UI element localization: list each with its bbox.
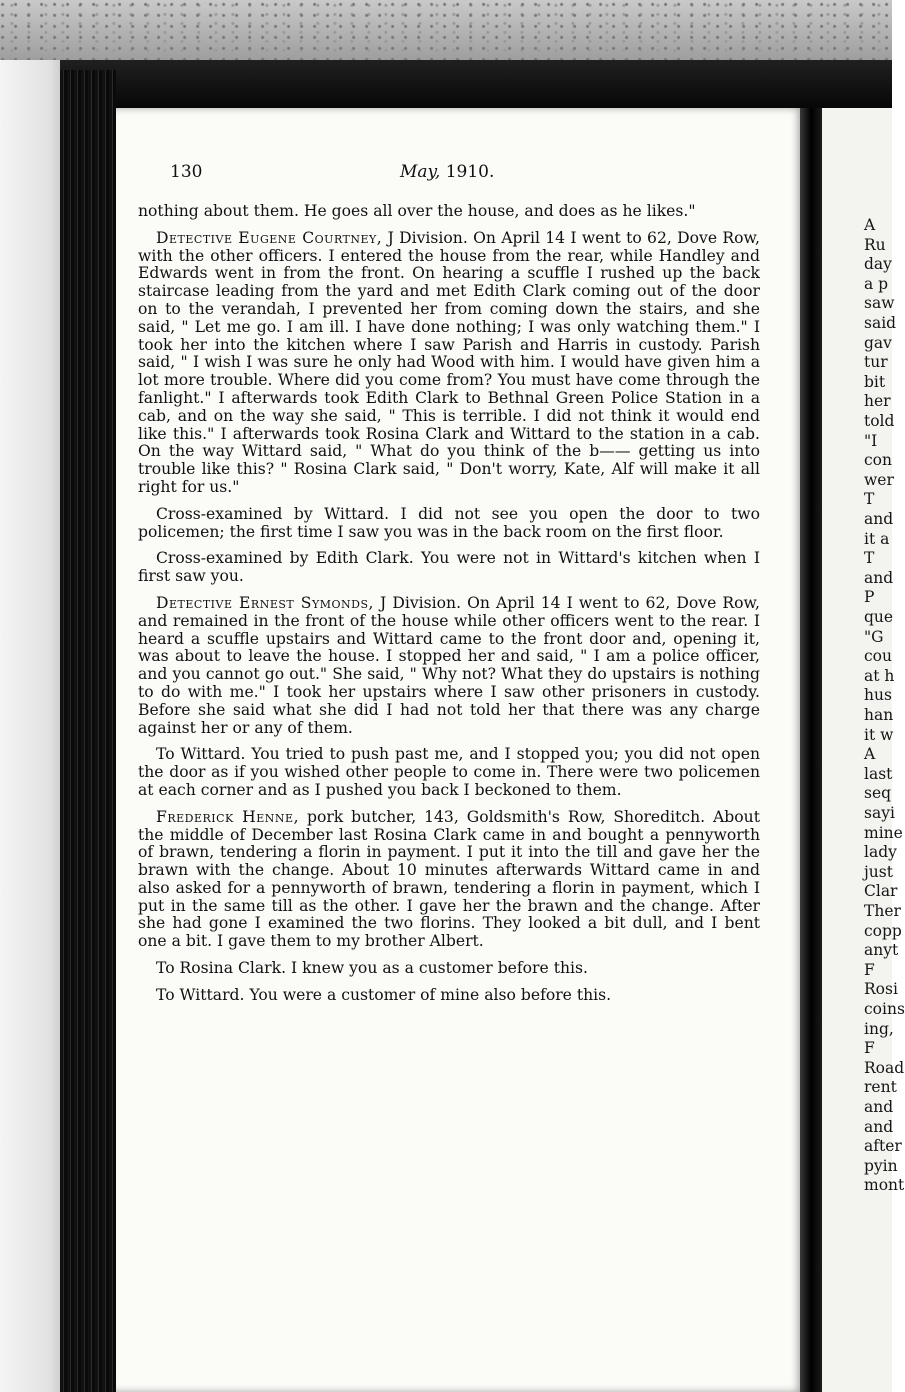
facing-page-line: ing, <box>864 1019 894 1038</box>
facing-page-line: seq <box>864 784 892 803</box>
book-binding <box>60 70 116 1392</box>
facing-page-line: lady <box>864 843 897 862</box>
facing-page-line: anyt <box>864 941 899 960</box>
paragraph <box>138 960 760 978</box>
facing-page-line: T <box>864 490 875 509</box>
facing-page-line: "G <box>864 627 884 646</box>
paragraph <box>138 809 760 951</box>
page-number: 130 <box>170 162 203 182</box>
facing-page-line: at h <box>864 666 895 685</box>
facing-page-line: que <box>864 608 894 626</box>
facing-page-line: P <box>864 588 875 607</box>
witness-name: Frederick Henne, <box>156 807 300 826</box>
facing-page-line: wer <box>864 470 894 489</box>
running-head <box>170 162 750 186</box>
paragraph-text: To Wittard. You were a customer of mine also before this. <box>156 985 612 1004</box>
facing-page-line: told <box>864 412 895 430</box>
facing-page-line: and <box>864 1098 894 1116</box>
facing-page-line: sayi <box>864 804 895 822</box>
witness-name: Detective Eugene Courtney, <box>156 228 383 247</box>
facing-page-line: it a <box>864 529 890 548</box>
facing-page-line: just <box>864 862 893 881</box>
facing-page-line: Rosi <box>864 980 898 999</box>
facing-page-line: a p <box>864 274 889 293</box>
facing-page-line: it w <box>864 725 894 744</box>
facing-page-line: coins <box>864 1000 905 1018</box>
facing-page-line: F <box>864 1039 875 1058</box>
paragraph <box>138 550 760 586</box>
facing-page-line: copp <box>864 921 902 940</box>
facing-page-line: mont <box>864 1176 905 1195</box>
facing-page-line: said <box>864 314 897 332</box>
paragraph-text: pork butcher, 143, Goldsmith's Row, Shoreditch. About the middle of December last Rosina Clark came in and bought a pennyworth of brawn, tendering a florin in payment. I put it into the till and gave her the brawn with the change. About 10 minutes afterwards Wittard came in and also asked for a pennyworth of brawn, tendering a florin in payment, which I put in the same till as the other. I gave her the brawn and the change. After she had gone I examined the two florins. They looked a bit dull, and I bent one a bit. I gave them to my brother Albert. <box>138 807 760 951</box>
facing-page-line: F <box>864 960 875 979</box>
paragraph <box>138 595 760 737</box>
book-top-edge <box>60 60 892 112</box>
facing-page-line: Clar <box>864 882 898 901</box>
facing-page-line: and <box>864 510 894 528</box>
facing-page-line: day <box>864 255 892 274</box>
paragraph <box>138 230 760 497</box>
page-gutter <box>800 108 822 1392</box>
facing-page-line: last <box>864 764 893 783</box>
paragraph <box>138 746 760 799</box>
facing-page-line: saw <box>864 294 895 313</box>
paragraph-text: nothing about them. He goes all over the house, and does as he likes." <box>138 202 696 220</box>
paragraph <box>138 506 760 542</box>
running-head-month: May, <box>400 162 441 182</box>
facing-page-line: Road <box>864 1058 905 1077</box>
facing-page-line: hus <box>864 686 892 705</box>
facing-page-line: gav <box>864 333 892 352</box>
paragraph-text: J Division. On April 14 I went to 62, Dove Row, and remained in the front of the house while other officers went to the rear. I heard a scuffle upstairs and Wittard came to the front door and, opening it, was about to leave the house. I stopped her and said, " I am a police officer, and you cannot go out." She said, " Why not? What they do upstairs is nothing to do with me." I took her upstairs where I saw other prisoners in custody. Before she said what she did I had not told her that there was any charge against her or any of them. <box>138 593 760 737</box>
facing-page-line: after <box>864 1137 902 1156</box>
body-text <box>138 203 760 1014</box>
facing-page-line: con <box>864 451 892 470</box>
facing-page-line: Ther <box>864 902 901 920</box>
facing-page-line: and <box>864 1117 894 1136</box>
witness-name: Detective Ernest Symonds, <box>156 593 374 612</box>
facing-page-line: tur <box>864 353 888 372</box>
paragraph-text: To Wittard. You tried to push past me, and I stopped you; you did not open the door as if you wished other people to come in. There were two policemen at each corner and as I pushed you back I beckoned to them. <box>138 745 760 799</box>
facing-page-line: her <box>864 392 891 411</box>
facing-page-line: Ru <box>864 235 886 254</box>
facing-page-line: bit <box>864 372 886 391</box>
facing-page-line: han <box>864 706 894 724</box>
facing-page-fragment <box>822 108 905 1392</box>
paragraph-text: Cross-examined by Wittard. I did not see you open the door to two policemen; the first time I saw you was in the back room on the first floor. <box>138 504 760 541</box>
running-head-year: 1910. <box>445 162 495 182</box>
facing-page-line: A <box>864 745 876 764</box>
facing-page-line: mine <box>864 823 903 842</box>
facing-page-line: rent <box>864 1078 897 1097</box>
paragraph-text: J Division. On April 14 I went to 62, Dove Row, with the other officers. I entered the house from the rear, while Handley and Edwards went in from the front. On hearing a scuffle I rushed up the back staircase leading from the yard and met Edith Clark coming out of the door on to the verandah, I prevented her from coming down the stairs, and she said, " Let me go. I am ill. I have done nothing; I was only watching them." I took her into the kitchen where I saw Parish and Harris in custody. Parish said, " I wish I was sure he only had Wood with him. I would have given him a lot more trouble. Where did you come from? You must have come through the fanlight." I afterwards took Edith Clark to Bethnal Green Police Station in a cab, and on the way she said, " This is terrible. I did not think it would end like this." I afterwards took Rosina Clark and Wittard to the station in a cab. On the way Wittard said, " What do you think of the b—— getting us into trouble like this? " Rosina Clark said, " Don't worry, Kate, Alf will make it all right for us." <box>138 228 760 496</box>
facing-page-line: T <box>864 549 875 568</box>
facing-page-line: pyin <box>864 1156 898 1175</box>
paragraph <box>138 203 760 221</box>
facing-page-line: and <box>864 568 894 587</box>
paragraph <box>138 987 760 1005</box>
facing-page-line: cou <box>864 647 892 666</box>
running-head-date <box>400 162 494 182</box>
facing-page-line: A <box>864 216 876 234</box>
facing-page-line: "I <box>864 431 878 450</box>
paragraph-text: To Rosina Clark. I knew you as a customer before this. <box>156 959 588 978</box>
paragraph-text: Cross-examined by Edith Clark. You were not in Wittard's kitchen when I first saw you. <box>138 549 760 586</box>
